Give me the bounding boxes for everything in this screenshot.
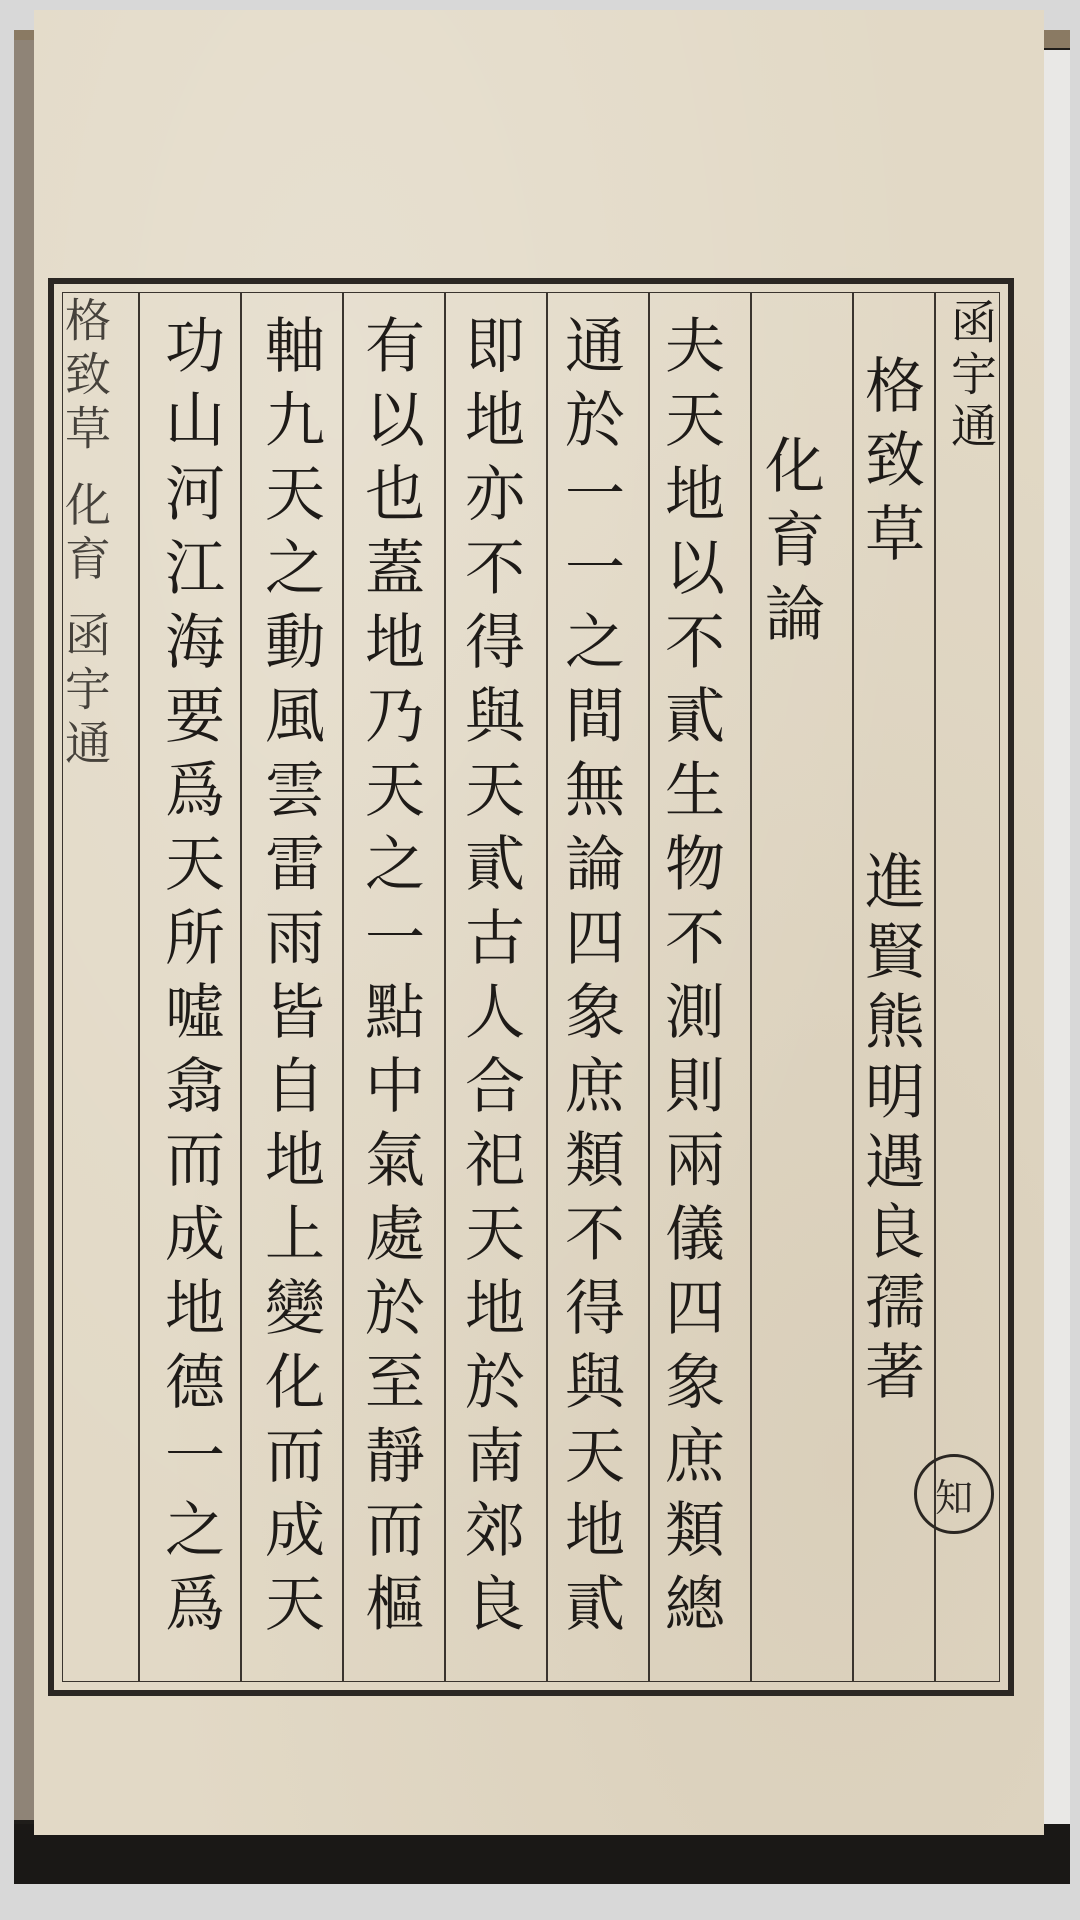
text-column-1: 夫天地以不貳生物不測則兩儀四象庶類總: [655, 314, 725, 1646]
column-rule: [852, 292, 854, 1682]
book-right-edge: [1040, 50, 1070, 1830]
text-column-2: 通於一一之間無論四象庶類不得與天地貳: [555, 314, 625, 1646]
author-column: 進賢熊明遇良孺著: [855, 850, 925, 1410]
column-rule: [138, 292, 140, 1682]
text-column-5: 軸九天之動風雲雷雨皆自地上變化而成天: [255, 314, 325, 1646]
ownership-seal: 知: [914, 1454, 994, 1534]
column-rule: [546, 292, 548, 1682]
chapter-title-column: 格致草: [855, 354, 925, 576]
text-column-6: 功山河江海要爲天所噓翕而成地德一之爲: [155, 314, 225, 1646]
printed-text-block: [48, 278, 1014, 1696]
text-column-3: 即地亦不得與天貳古人合祀天地於南郊良: [455, 314, 525, 1646]
column-rule: [342, 292, 344, 1682]
column-rule: [444, 292, 446, 1682]
column-rule: [240, 292, 242, 1682]
text-column-4: 有以也蓋地乃天之一點中氣處於至靜而樞: [355, 314, 425, 1646]
column-rule: [750, 292, 752, 1682]
section-title-column: 化育論: [755, 434, 825, 656]
book-title-column: 函宇通: [944, 298, 998, 454]
margin-previous-page-text: 格致草 化育 函宇通: [58, 296, 112, 774]
column-rule: [648, 292, 650, 1682]
